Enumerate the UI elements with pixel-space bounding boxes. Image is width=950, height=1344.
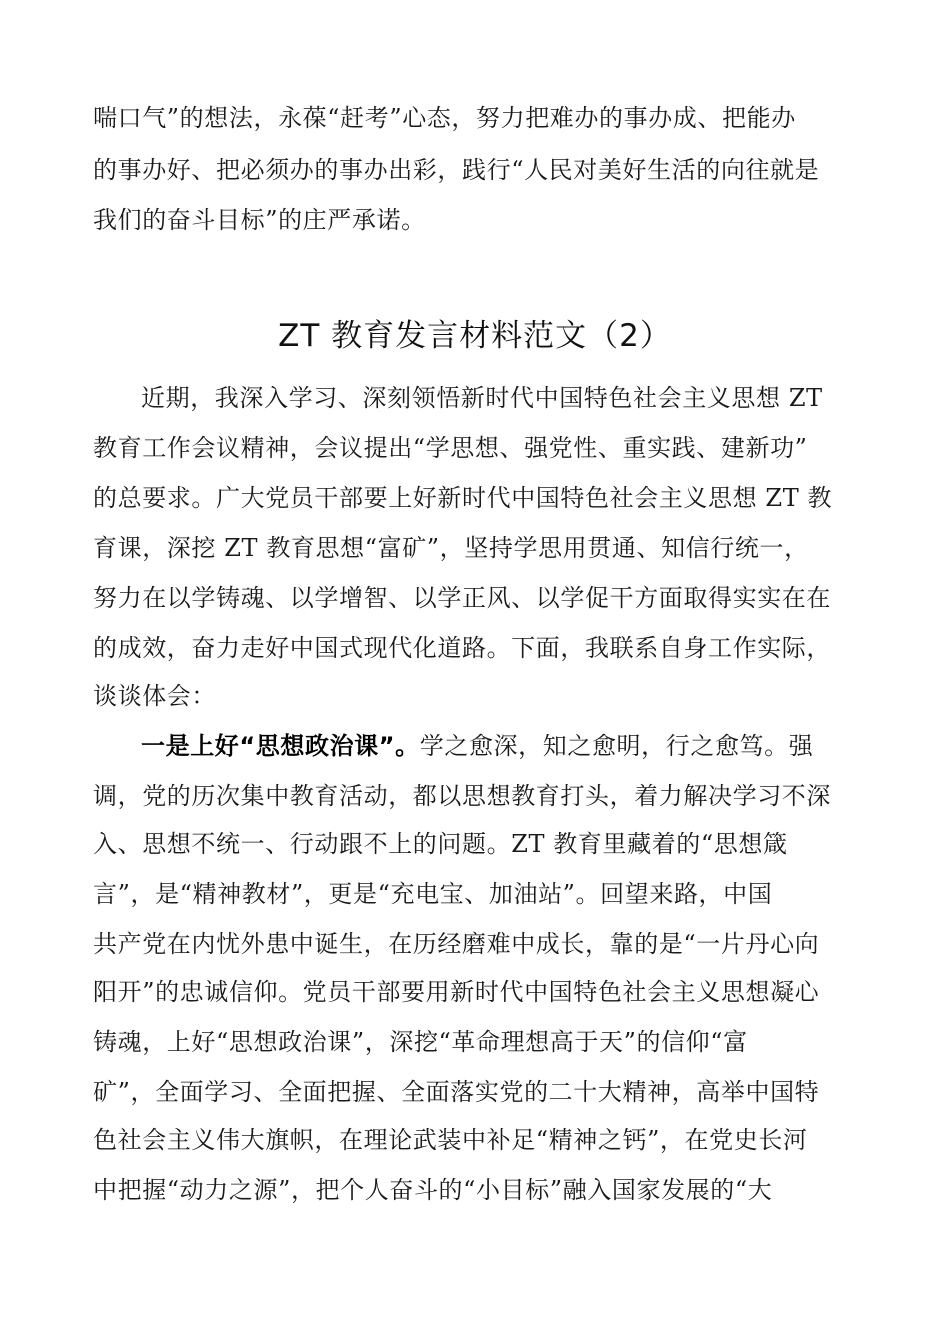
paragraph-line: 铸魂，上好“思想政治课”，深挖“革命理想高于天”的信仰“富 <box>93 1028 748 1056</box>
paragraph-text: 学之愈深，知之愈明，行之愈笃。强 <box>419 732 814 760</box>
paragraph-line: 中把握“动力之源”，把个人奋斗的“小目标”融入国家发展的“大 <box>93 1176 773 1204</box>
section-title: ZT 教育发言材料范文（2） <box>278 318 672 354</box>
paragraph-line: 矿”，全面学习、全面把握、全面落实党的二十大精神，高举中国特 <box>93 1078 820 1106</box>
paragraph-line: 教育工作会议精神，会议提出“学思想、强党性、重实践、建新功” <box>93 434 808 462</box>
point-heading: 一是上好“思想政治课”。 <box>141 732 420 760</box>
paragraph-line: 入、思想不统一、行动跟不上的问题。ZT 教育里藏着的“思想箴 <box>93 830 788 858</box>
paragraph-line: 我们的奋斗目标”的庄严承诺。 <box>93 206 426 234</box>
paragraph-line: 的事办好、把必须办的事办出彩，践行“人民对美好生活的向往就是 <box>93 156 820 184</box>
paragraph-line: 谈谈体会： <box>93 682 216 710</box>
paragraph-line: 言”，是“精神教材”，更是“充电宝、加油站”。回望来路，中国 <box>93 880 773 908</box>
paragraph-line: 努力在以学铸魂、以学增智、以学正风、以学促干方面取得实实在在 <box>93 584 831 612</box>
paragraph-line: 的成效，奋力走好中国式现代化道路。下面，我联系自身工作实际， <box>93 634 831 662</box>
paragraph-line: 育课，深挖 ZT 教育思想“富矿”，坚持学思用贯通、知信行统一， <box>93 534 809 562</box>
paragraph-line: 阳开”的忠诚信仰。党员干部要用新时代中国特色社会主义思想凝心 <box>93 978 820 1006</box>
paragraph-line: 共产党在内忧外患中诞生，在历经磨难中成长，靠的是“一片丹心向 <box>93 930 820 958</box>
paragraph-first-line <box>141 726 863 766</box>
paragraph-line: 的总要求。广大党员干部要上好新时代中国特色社会主义思想 ZT 教 <box>93 484 833 512</box>
paragraph-line: 喘口气”的想法，永葆“赶考”心态，努力把难办的事办成、把能办 <box>93 104 796 132</box>
paragraph-line: 近期，我深入学习、深刻领悟新时代中国特色社会主义思想 ZT <box>141 384 823 412</box>
paragraph-line: 调，党的历次集中教育活动，都以思想教育打头，着力解决学习不深 <box>93 782 831 810</box>
paragraph-line: 色社会主义伟大旗帜，在理论武装中补足“精神之钙”，在党史长河 <box>93 1126 808 1154</box>
